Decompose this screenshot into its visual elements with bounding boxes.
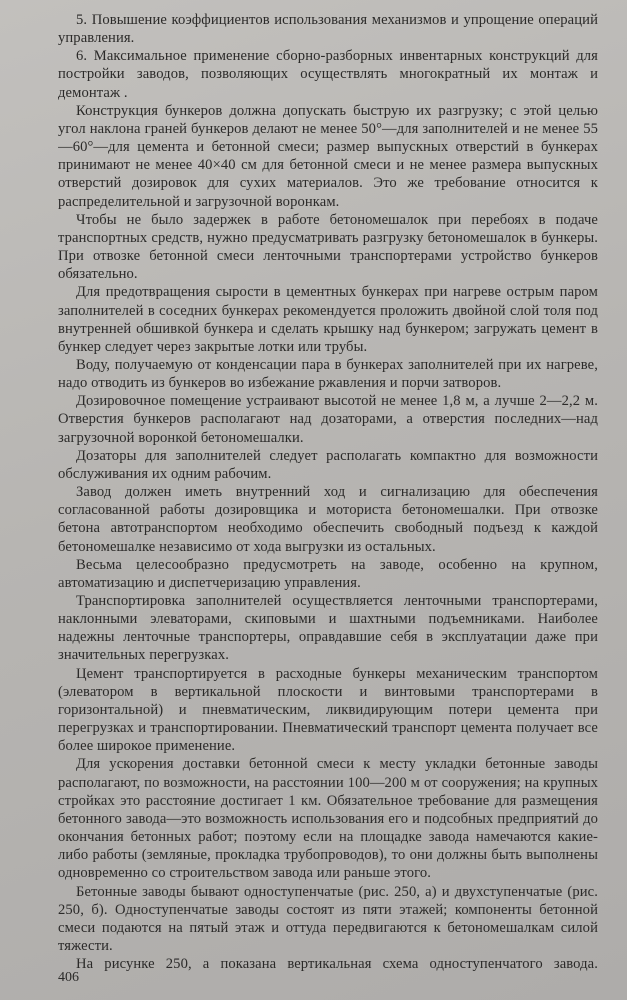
paragraph: Бетонные заводы бывают одноступенчатые (рис. 250, а) и двухступенчатые (рис. 250, б). Одноступенчатые заводы состоят из пяти этажей; компоненты бетонной смеси подаются на пятый этаж и оттуда передвигаются к бетономешалкам силой тяжести.	[58, 883, 598, 954]
paragraph: Дозировочное помещение устраивают высотой не менее 1,8 м, а лучше 2—2,2 м. Отверстия бункеров располагают над дозаторами, а отверстия последних—над загрузочной воронкой бетономешалки.	[58, 393, 598, 446]
paragraph: Для ускорения доставки бетонной смеси к месту укладки бетонные заводы располагают, по возможности, на расстоянии 100—200 м от сооружения; на крупных стройках это расстояние достигает 1 км. Обязательное требование для размещения бетонного завода—это возможность использования его и подсобных предприятий до окончания бетонных работ; поэтому если на площадке завода намечаются какие-либо работы (земляные, прокладка трубопроводов), то они должны быть выполнены одновременно со строительством завода или раньше этого.	[58, 756, 598, 882]
paragraph: Завод должен иметь внутренний ход и сигнализацию для обеспечения согласованной работы дозировщика и моториста бетономешалки. При отвозке бетона автотранспортом необходимо обеспечить свободный подъезд к каждой бетономешалке независимо от хода выгрузки из остальных.	[58, 484, 598, 555]
paragraph: Транспортировка заполнителей осуществляется ленточными транспортерами, наклонными элеваторами, скиповыми и шахтными подъемниками. Наиболее надежны ленточные транспортеры, оправдавшие себя в эксплуатации даже при значительных перегрузках.	[58, 593, 598, 664]
paragraph: На рисунке 250, а показана вертикальная схема одноступенчатого завода.	[76, 956, 598, 971]
paragraph: Для предотвращения сырости в цементных бункерах при нагреве острым паром заполнителей в соседних бункерах рекомендуется проложить двойной слой толя под внутренней обшивкой бункера и сделать крышку над бункером; загружать цемент в бункер следует через закрытые лотки или трубы.	[58, 284, 598, 355]
page-body	[58, 11, 598, 971]
paragraph: Весьма целесообразно предусмотреть на заводе, особенно на крупном, автоматизацию и диспетчеризацию управления.	[58, 556, 598, 591]
paragraph: 6. Максимальное применение сборно-разборных инвентарных конструкций для постройки заводов, позволяющих осуществлять многократный их монтаж и демонтаж .	[58, 48, 598, 101]
paragraph: Цемент транспортируется в расходные бункеры механическим транспортом (элеватором в вертикальной плоскости и винтовыми транспортерами в горизонтальной) и пневматическим, ликвидирующим потери цемента при перегрузках и транспортировании. Пневматический транспорт цемента получает все более широкое применение.	[58, 665, 598, 755]
paragraph: Воду, получаемую от конденсации пара в бункерах заполнителей при их нагреве, надо отводить из бункеров во избежание ржавления и порчи затворов.	[58, 356, 598, 392]
page-number: 406	[58, 970, 79, 985]
paragraph: Чтобы не было задержек в работе бетономешалок при перебоях в подаче транспортных средств, нужно предусматривать разгрузку бетономешалок в бункеры. При отвозке бетонной смеси ленточными транспортерами устройство бункеров обязательно.	[58, 211, 598, 283]
paragraph: Конструкция бункеров должна допускать быструю их разгрузку; с этой целью угол наклона граней бункеров делают не менее 50°—для заполнителей и не менее 55—60°—для цемента и бетонной смеси; размер выпускных отверстий в бункерах принимают не менее 40×40 см для бетонной смеси и не менее размера выпускных отверстий дозировок для сухих материалов. Это же требование относится к распределительной и загрузочной воронкам.	[58, 102, 598, 210]
paragraph: Дозаторы для заполнителей следует располагать компактно для возможности обслуживания их одним рабочим.	[58, 447, 598, 482]
paragraph: 5. Повышение коэффициентов использования механизмов и упрощение операций управления.	[58, 12, 598, 47]
